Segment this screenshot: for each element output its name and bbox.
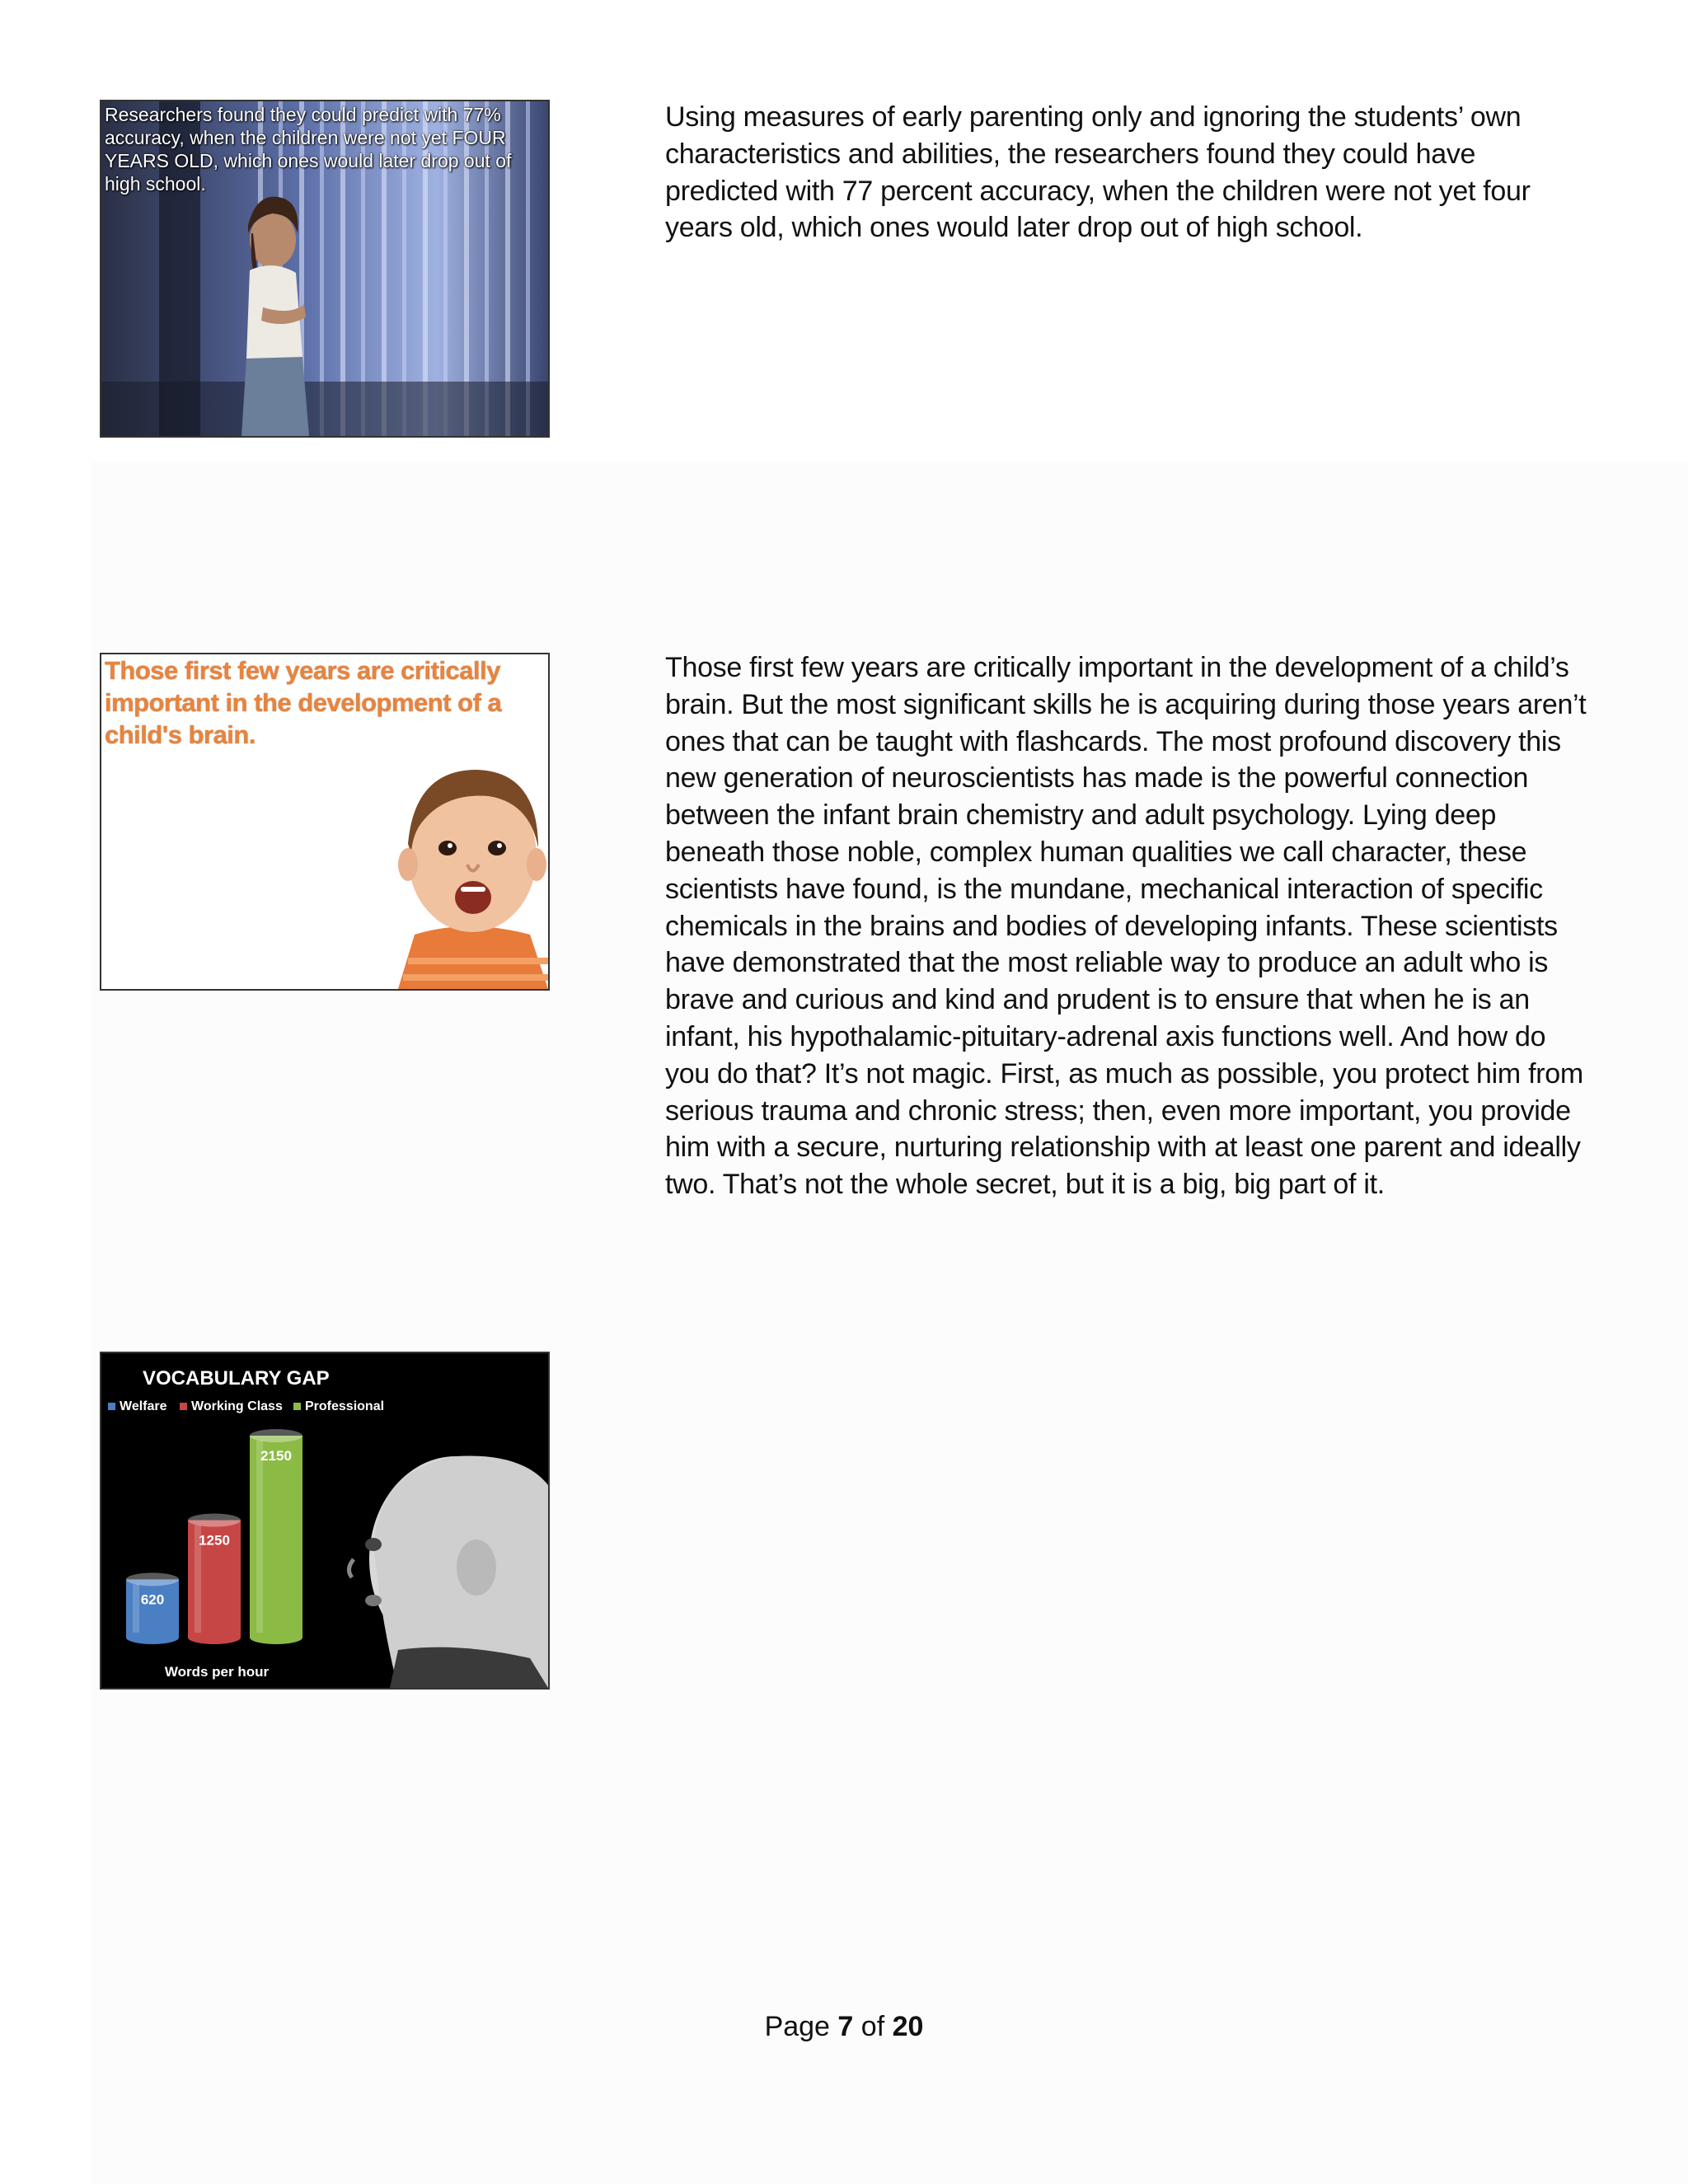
footer-separator: of — [860, 2011, 885, 2042]
bar-value-label: 1250 — [199, 1532, 230, 1549]
legend-label: Welfare — [120, 1399, 167, 1413]
bar-cap — [126, 1572, 179, 1586]
slide-vocabulary-gap — [100, 1352, 550, 1690]
bar-value-label: 2150 — [260, 1448, 292, 1464]
bar-professional — [250, 1429, 302, 1644]
slide-dropout-prediction — [100, 100, 550, 438]
bar-highlight — [256, 1441, 263, 1633]
legend-swatch — [293, 1403, 301, 1410]
chart-xlabel: Words per hour — [164, 1664, 270, 1680]
footer-total-pages: 20 — [892, 2011, 924, 2042]
legend-item-working-class — [180, 1399, 283, 1413]
vocabulary-chart — [101, 1353, 548, 1688]
slide-caption: Those first few years are critically important in the development of a child's brain. — [105, 656, 502, 749]
page-footer — [0, 2011, 1688, 2043]
chart-title: VOCABULARY GAP — [143, 1367, 330, 1390]
paragraph-dropout: Using measures of early parenting only and ignoring the students’ own characteristics and abilities, the researchers found they could have predicted with 77 percent accuracy, when the children were not yet four years old, which ones would later drop out of high school. — [665, 101, 1531, 244]
legend-swatch — [180, 1403, 187, 1410]
slide-caption: Researchers found they could predict with 77% accuracy, when the children were not yet FOUR YEARS OLD, which ones would later drop out of high school. — [105, 104, 512, 194]
bar-welfare — [126, 1572, 179, 1644]
bar-cap — [250, 1429, 302, 1442]
bar-cap — [188, 1514, 241, 1527]
paragraph-child-brain: Those first few years are critically important in the development of a child’s brain. But the most significant skills he is acquiring during those years aren’t ones that can be taught with flashcards. The most profound discovery this new generation of neuroscientists has made is the powerful connection between the infant brain chemistry and adult psychology. Lying deep beneath those noble, complex human qualities we call character, these scientists have found, is the mundane, mechanical interaction of specific chemicals in the brains and bodies of developing infants. These scientists have demonstrated that the most reliable way to produce an adult who is brave and curious and kind and prudent is to ensure that when he is an infant, his hypothalamic-pituitary-adrenal axis functions well. And how do you do that? It’s not magic. First, as much as possible, you protect him from serious trauma and chronic stress; then, even more important, you provide him with a secure, nurturing relationship with at least one parent and ideally two. That’s not the whole secret, but it is a big, big part of it. — [665, 652, 1587, 1201]
footer-current-page: 7 — [837, 2011, 854, 2042]
legend-label: Professional — [305, 1399, 385, 1413]
legend-item-professional — [293, 1399, 384, 1413]
chart-legend — [108, 1399, 384, 1413]
legend-label: Working Class — [191, 1399, 283, 1413]
slide-child-brain — [100, 653, 550, 991]
bar-working-class — [188, 1514, 241, 1644]
legend-swatch — [108, 1403, 115, 1410]
bar-value-label: 620 — [140, 1591, 165, 1608]
toddler-figure — [398, 770, 548, 989]
bar-highlight — [133, 1584, 139, 1633]
footer-prefix: Page — [764, 2011, 830, 2042]
